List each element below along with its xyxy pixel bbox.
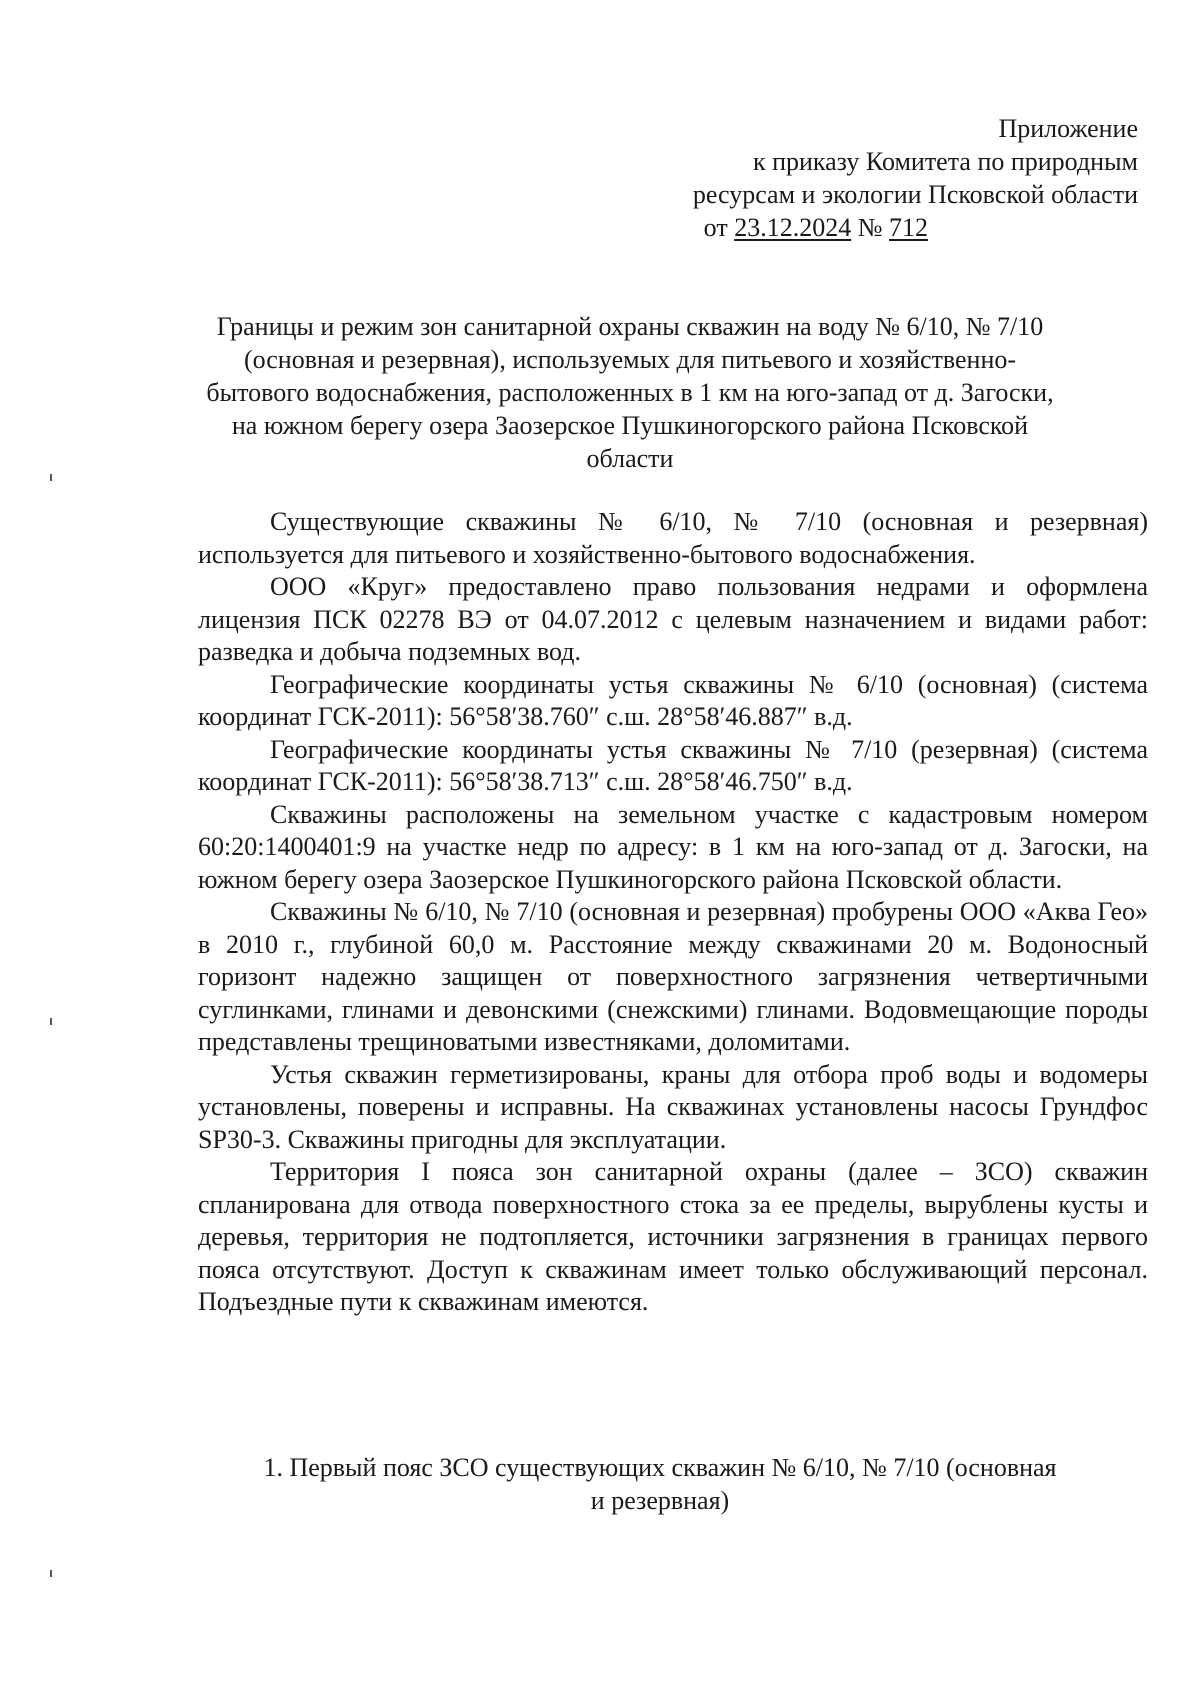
paragraph-coords-well-7: Географические координаты устья скважины № 7/10 (резервная) (система координат ГСК-2011): 56°58′38.713″ с.ш. 28°58′46.750″ в.д. bbox=[198, 734, 1148, 796]
margin-mark bbox=[50, 1018, 52, 1025]
appendix-date-line bbox=[693, 211, 928, 244]
appendix-title: Приложение bbox=[998, 114, 1138, 143]
document-title bbox=[150, 310, 1110, 475]
title-line: на южном берегу озера Заозерское Пушкиногорского района Псковской bbox=[231, 411, 1029, 440]
section-heading bbox=[200, 1451, 1120, 1517]
document-body bbox=[198, 506, 1148, 1319]
paragraph-territory: Территория I пояса зон санитарной охраны (далее – ЗСО) скважин спланирована для отвода поверхностного стока за ее пределы, вырублены кусты и деревья, территория не подтопляется, источники загрязнения в границах первого пояса отсутствуют. Доступ к скважинам имеет только обслуживающий персонал. Подъездные пути к скважинам имеются. bbox=[198, 1157, 1148, 1316]
margin-mark bbox=[50, 1570, 52, 1577]
appendix-order-ref: к приказу Комитета по природным bbox=[752, 147, 1138, 176]
title-line: бытового водоснабжения, расположенных в 1 км на юго-запад от д. Загоски, bbox=[206, 378, 1054, 407]
order-number: 712 bbox=[889, 213, 928, 242]
paragraph-existing-wells: Существующие скважины № 6/10, № 7/10 (основная и резервная) используется для питьевого и хозяйственно-бытового водоснабжения. bbox=[198, 507, 1148, 569]
title-line: области bbox=[586, 444, 674, 473]
margin-mark bbox=[50, 474, 52, 481]
appendix-header bbox=[693, 112, 1138, 244]
paragraph-coords-well-6: Географические координаты устья скважины № 6/10 (основная) (система координат ГСК-2011): 56°58′38.760″ с.ш. 28°58′46.887″ в.д. bbox=[198, 669, 1148, 731]
section-heading-line: 1. Первый пояс ЗСО существующих скважин № 6/10, № 7/10 (основная bbox=[263, 1453, 1057, 1482]
paragraph-wellheads: Устья скважин герметизированы, краны для отбора проб воды и водомеры установлены, поверены и исправны. На скважинах установлены насосы Грундфос SP30-3. Скважины пригодны для эксплуатации. bbox=[198, 1059, 1148, 1154]
appendix-committee: ресурсам и экологии Псковской области bbox=[692, 180, 1138, 209]
number-prefix: № bbox=[851, 213, 889, 242]
title-line: (основная и резервная), используемых для питьевого и хозяйственно- bbox=[243, 345, 1017, 374]
paragraph-drilling: Скважины № 6/10, № 7/10 (основная и резервная) пробурены ООО «Аква Гео» в 2010 г., глубиной 60,0 м. Расстояние между скважинами 20 м. Водоносный горизонт надежно защищен от поверхностного загрязнения четвертичными суглинками, глинами и девонскими (снежскими) глинами. Водовмещающие породы представлены трещиноватыми известняками, доломитами. bbox=[198, 897, 1148, 1056]
date-prefix: от bbox=[703, 213, 735, 242]
order-date: 23.12.2024 bbox=[734, 213, 852, 242]
section-heading-line: и резервная) bbox=[590, 1486, 730, 1515]
title-line: Границы и режим зон санитарной охраны скважин на воду № 6/10, № 7/10 bbox=[216, 312, 1044, 341]
paragraph-license: ООО «Круг» предоставлено право пользования недрами и оформлена лицензия ПСК 02278 ВЭ от 04.07.2012 с целевым назначением и видами работ: разведка и добыча подземных вод. bbox=[198, 572, 1148, 666]
paragraph-location: Скважины расположены на земельном участке с кадастровым номером 60:20:1400401:9 на участке недр по адресу: в 1 км на юго-запад от д. Загоски, на южном берегу озера Заозерское Пушкиногорского района Псковской области. bbox=[198, 799, 1148, 894]
